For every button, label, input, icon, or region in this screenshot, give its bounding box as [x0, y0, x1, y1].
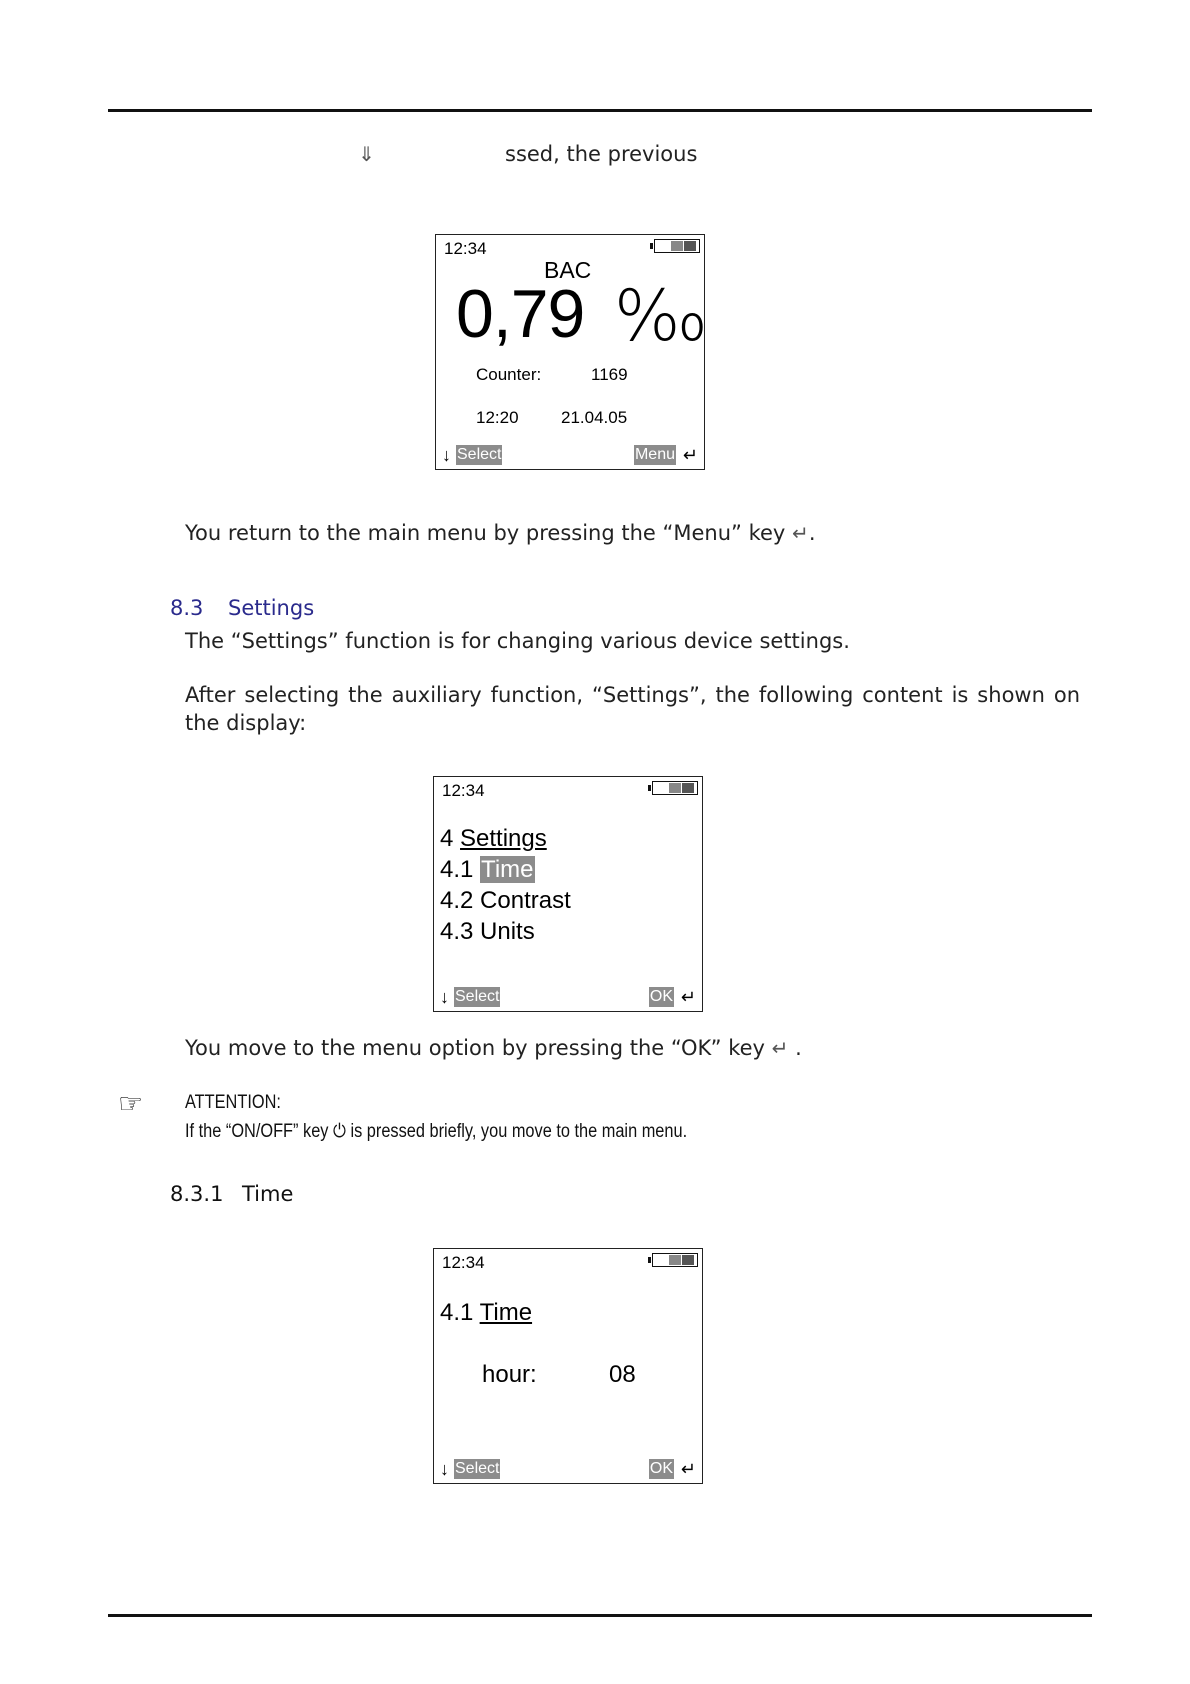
- battery-icon: [652, 781, 698, 795]
- ok-softkey[interactable]: OK: [649, 988, 673, 1005]
- measurement-time: 12:20: [476, 408, 519, 427]
- enter-icon: ↵: [682, 445, 698, 465]
- softkey-bar: [438, 985, 698, 1007]
- counter-value: 1169: [591, 365, 628, 384]
- clock: 12:34: [442, 1253, 485, 1272]
- device-screen-time: [433, 1248, 703, 1484]
- arrow-down-icon: ↓: [442, 445, 451, 465]
- result-value: 0,79: [456, 276, 585, 352]
- result-title: BAC: [544, 257, 592, 283]
- menu-header-num: 4: [440, 825, 454, 852]
- para-menu-return: You return to the main menu by pressing the “Menu” key ↵.: [185, 521, 816, 545]
- para-menu-return-text: You return to the main menu by pressing the “Menu” key: [185, 521, 786, 545]
- section-heading-8-3: [170, 596, 314, 620]
- footer-rule: [108, 1614, 1092, 1617]
- pointing-hand-icon: ☞: [118, 1087, 144, 1120]
- menu-header: [440, 825, 547, 853]
- enter-key-icon: ↵: [771, 1036, 789, 1060]
- section-number: 8.3: [170, 596, 204, 620]
- time-header-num: 4.1: [440, 1299, 474, 1326]
- select-softkey[interactable]: Select: [457, 446, 502, 463]
- clock: 12:34: [444, 239, 487, 258]
- menu-item-num: 4.3: [440, 918, 474, 945]
- arrow-down-icon: ↓: [440, 987, 449, 1007]
- section-title: Time: [242, 1182, 294, 1206]
- menu-item-label: Contrast: [480, 887, 571, 914]
- battery-icon: [654, 239, 700, 253]
- arrow-down-icon: ↓: [440, 1459, 449, 1479]
- enter-icon: ↵: [680, 987, 696, 1007]
- battery-icon: [652, 1253, 698, 1267]
- hour-label: hour:: [482, 1361, 537, 1388]
- para-settings-intro: The “Settings” function is for changing various device settings.: [185, 629, 850, 653]
- attention-text-after: is pressed briefly, you move to the main menu.: [350, 1121, 688, 1142]
- section-heading-8-3-1: [170, 1182, 293, 1206]
- section-title: Settings: [228, 596, 315, 620]
- softkey-bar: [438, 1457, 698, 1479]
- menu-item-label: Time: [481, 856, 534, 883]
- softkey-bar: [440, 443, 700, 465]
- top-fragment-text: ssed, the previous: [505, 142, 698, 166]
- time-header-title: Time: [479, 1299, 533, 1326]
- enter-icon: ↵: [680, 1459, 696, 1479]
- menu-item-units[interactable]: [440, 918, 535, 946]
- device-screen-result: [435, 234, 708, 470]
- arrow-down-icon: ⇓: [358, 142, 375, 166]
- time-header: [440, 1299, 532, 1327]
- menu-item-contrast[interactable]: [440, 887, 571, 915]
- device-screen-settings: [433, 776, 703, 1012]
- para-settings-select: After selecting the auxiliary function, “Settings”, the following content is shown on the display:: [185, 683, 1080, 735]
- measurement-date: 21.04.05: [561, 408, 628, 427]
- permille-icon: ‰: [614, 275, 708, 357]
- para-ok: You move to the menu option by pressing the “OK” key ↵ .: [185, 1036, 802, 1060]
- enter-key-icon: ↵: [792, 521, 809, 545]
- clock: 12:34: [442, 781, 485, 800]
- menu-softkey[interactable]: Menu: [634, 446, 675, 463]
- hour-value[interactable]: 08: [609, 1361, 636, 1388]
- menu-item-label: Units: [480, 918, 535, 945]
- select-softkey[interactable]: Select: [455, 1460, 500, 1477]
- menu-item-time[interactable]: [440, 856, 535, 884]
- select-softkey[interactable]: Select: [455, 988, 500, 1005]
- attention-text: [185, 1120, 687, 1143]
- counter-label: Counter:: [476, 365, 542, 384]
- menu-item-num: 4.2: [440, 887, 474, 914]
- attention-text-before: If the “ON/OFF” key: [185, 1121, 329, 1142]
- ok-softkey[interactable]: OK: [649, 1460, 673, 1477]
- para-ok-text: You move to the menu option by pressing the “OK” key: [185, 1036, 765, 1060]
- power-key-icon: ⏻: [333, 1120, 346, 1142]
- menu-header-title: Settings: [460, 825, 547, 852]
- attention-label: ATTENTION:: [185, 1092, 281, 1113]
- section-number: 8.3.1: [170, 1182, 224, 1206]
- menu-item-num: 4.1: [440, 856, 474, 883]
- header-rule: [108, 109, 1092, 112]
